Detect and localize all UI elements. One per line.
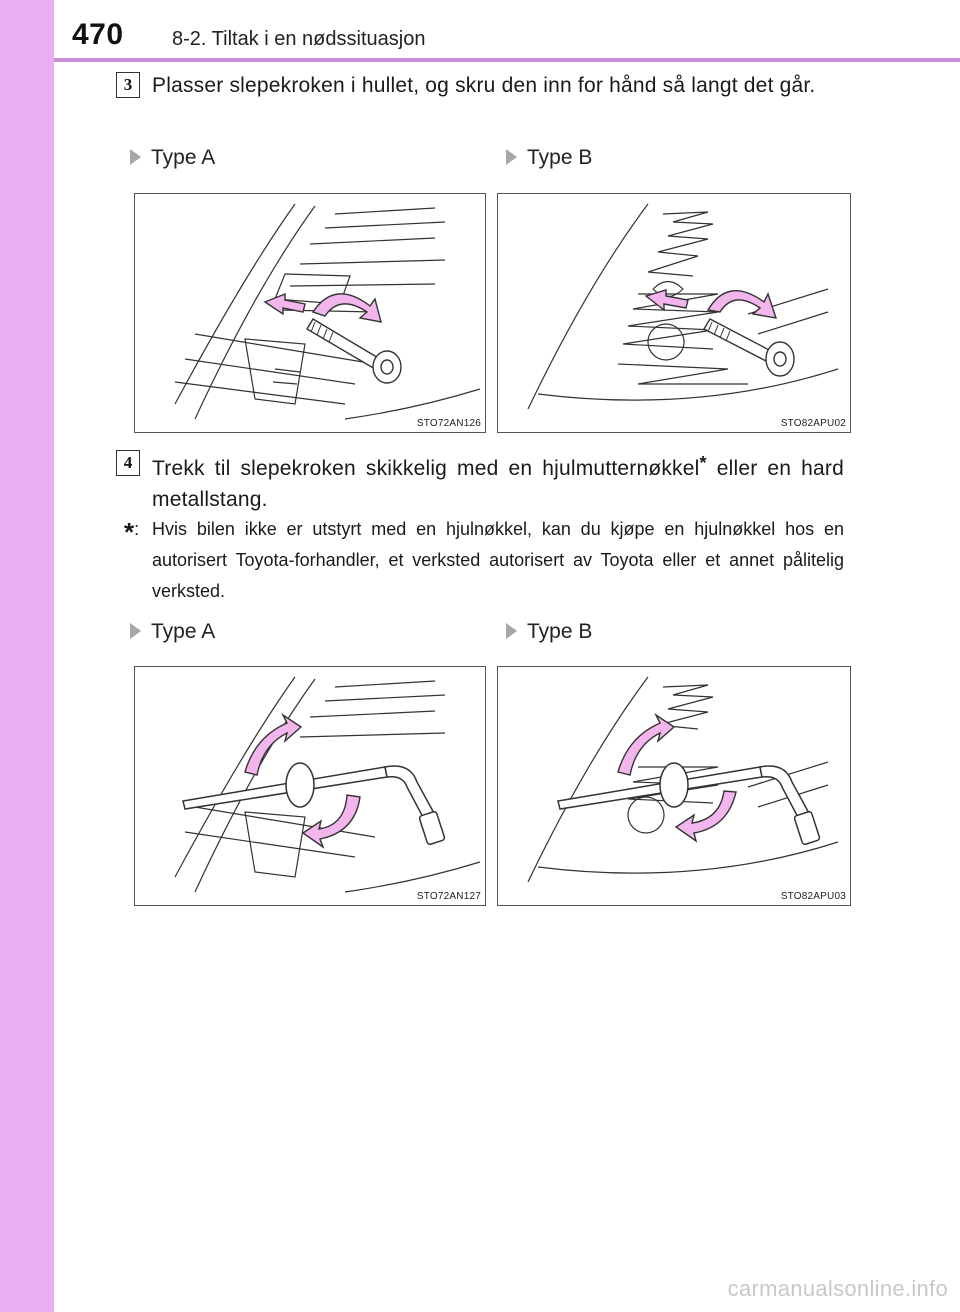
figure-type-a-tighten [134, 666, 486, 906]
figure-type-a-screw-in [134, 193, 486, 433]
figure-code: STO72AN126 [416, 418, 481, 429]
bullet-triangle-icon [506, 623, 517, 639]
bullet-triangle-icon [130, 149, 141, 165]
figure-code: STO82APU03 [780, 891, 846, 902]
figure-code: STO82APU02 [780, 418, 846, 429]
side-color-band [0, 0, 54, 1312]
footnote-marker: * [124, 517, 135, 547]
footnote [124, 514, 844, 601]
page-number: 470 [72, 18, 124, 51]
tow-hook-insert-illustration [135, 194, 485, 432]
type-a-label: Type A [130, 620, 215, 644]
wrench-tighten-illustration [498, 667, 850, 905]
bullet-triangle-icon [130, 623, 141, 639]
step-number-badge: 3 [116, 72, 140, 98]
figure-type-b-screw-in [497, 193, 851, 433]
footnote-text: Hvis bilen ikke er utstyrt med en hjulnøkkel, kan du kjøpe en hjulnøkkel hos en autorisert Toyota-forhandler, et verksted autorisert av Toyota eller et annet pålitelig verksted. [152, 519, 844, 601]
type-b-label: Type B [506, 620, 592, 644]
footnote-separator: : [134, 519, 140, 539]
watermark: carmanualsonline.info [727, 1276, 948, 1301]
figure-code: STO72AN127 [416, 891, 481, 902]
step-3-instruction: Plasser slepekroken i hullet, og skru den inn for hånd så langt det går. [152, 74, 816, 97]
wrench-tighten-illustration [135, 667, 485, 905]
section-title: 8-2. Tiltak i en nødssituasjon [172, 28, 426, 50]
type-b-label: Type B [506, 146, 592, 170]
step-number-badge: 4 [116, 450, 140, 476]
step-4-instruction: Trekk til slepekroken skikkelig med en hjulmutternøkkel* eller en hard metallstang. [152, 453, 844, 511]
figure-type-b-tighten [497, 666, 851, 906]
bullet-triangle-icon [506, 149, 517, 165]
type-a-label: Type A [130, 146, 215, 170]
header-divider [54, 58, 960, 62]
tow-hook-insert-illustration [498, 194, 850, 432]
